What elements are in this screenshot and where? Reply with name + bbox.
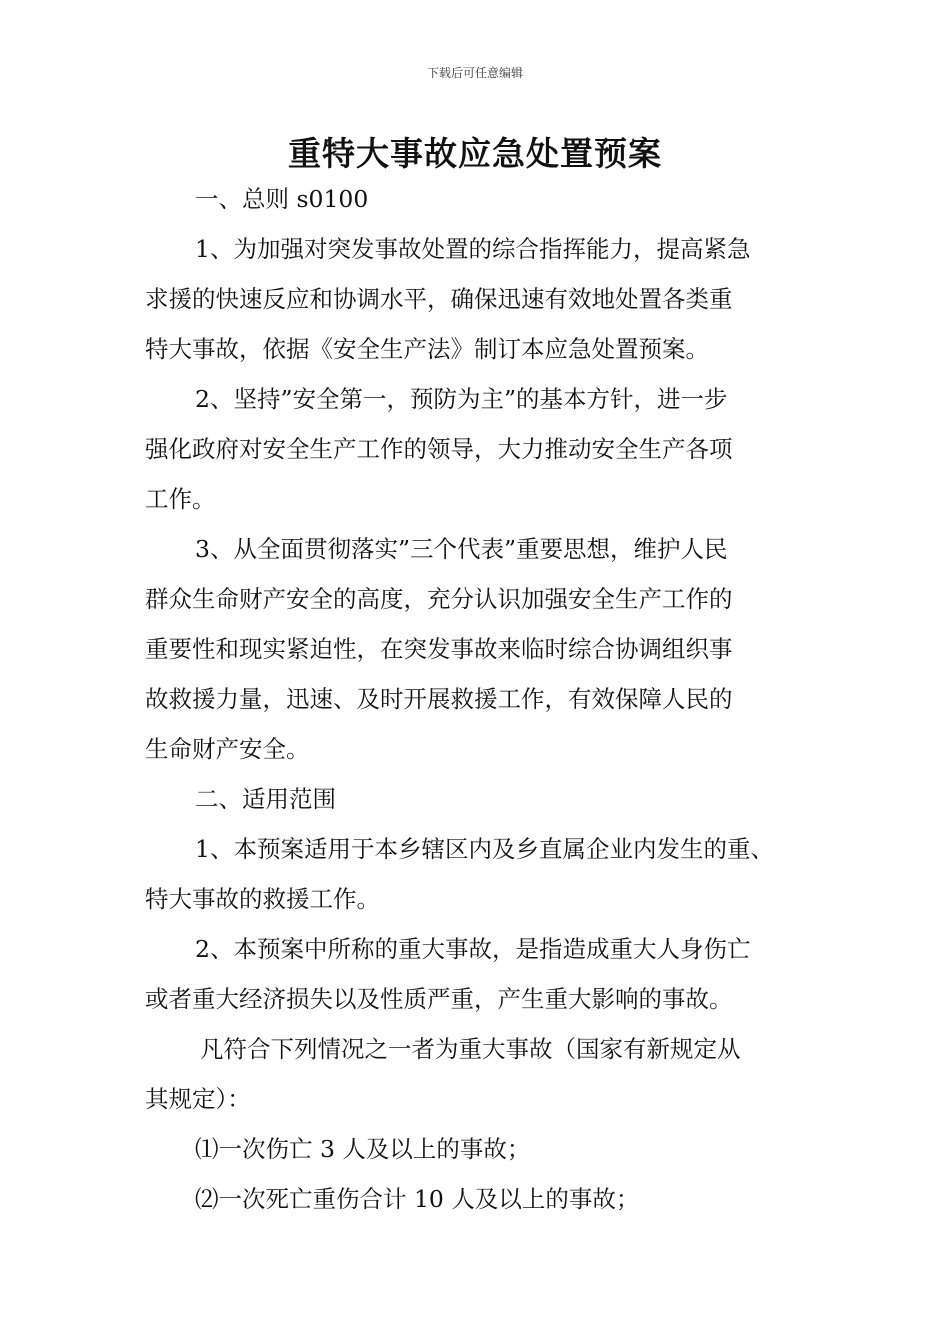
section-heading-scope: 二、适用范围 <box>195 785 336 813</box>
paragraph-line: 工作。 <box>145 485 216 513</box>
paragraph-line: 群众生命财产安全的高度，充分认识加强安全生产工作的 <box>145 585 733 613</box>
paragraph-line: 强化政府对安全生产工作的领导，大力推动安全生产各项 <box>145 435 733 463</box>
paragraph-line: 2、坚持”安全第一，预防为主”的基本方针，进一步 <box>195 385 728 413</box>
paragraph-line: 故救援力量，迅速、及时开展救援工作，有效保障人民的 <box>145 685 733 713</box>
paragraph-line: 或者重大经济损失以及性质严重，产生重大影响的事故。 <box>145 985 733 1013</box>
paragraph-line: 凡符合下列情况之一者为重大事故（国家有新规定从 <box>200 1035 741 1063</box>
paragraph-line: 3、从全面贯彻落实”三个代表”重要思想，维护人民 <box>195 535 728 563</box>
document-title: 重特大事故应急处置预案 <box>288 134 662 173</box>
paragraph-line: 2、本预案中所称的重大事故，是指造成重大人身伤亡 <box>195 935 751 963</box>
paragraph-line: 生命财产安全。 <box>145 735 310 763</box>
paragraph-line: 1、为加强对突发事故处置的综合指挥能力，提高紧急 <box>195 235 751 263</box>
header-note: 下载后可任意编辑 <box>426 66 523 80</box>
paragraph-line: 特大事故，依据《安全生产法》制订本应急处置预案。 <box>145 335 709 363</box>
list-item: ⑴一次伤亡 3 人及以上的事故； <box>195 1135 531 1163</box>
paragraph-line: 特大事故的救援工作。 <box>145 885 380 913</box>
paragraph-line: 其规定）： <box>145 1085 251 1113</box>
section-heading-general: 一、总则 s0100 <box>195 185 369 213</box>
paragraph-line: 重要性和现实紧迫性，在突发事故来临时综合协调组织事 <box>145 635 733 663</box>
paragraph-line: 求援的快速反应和协调水平，确保迅速有效地处置各类重 <box>145 285 733 313</box>
paragraph-line: 1、本预案适用于本乡辖区内及乡直属企业内发生的重、 <box>195 835 774 863</box>
list-item: ⑵一次死亡重伤合计 10 人及以上的事故； <box>195 1185 640 1213</box>
